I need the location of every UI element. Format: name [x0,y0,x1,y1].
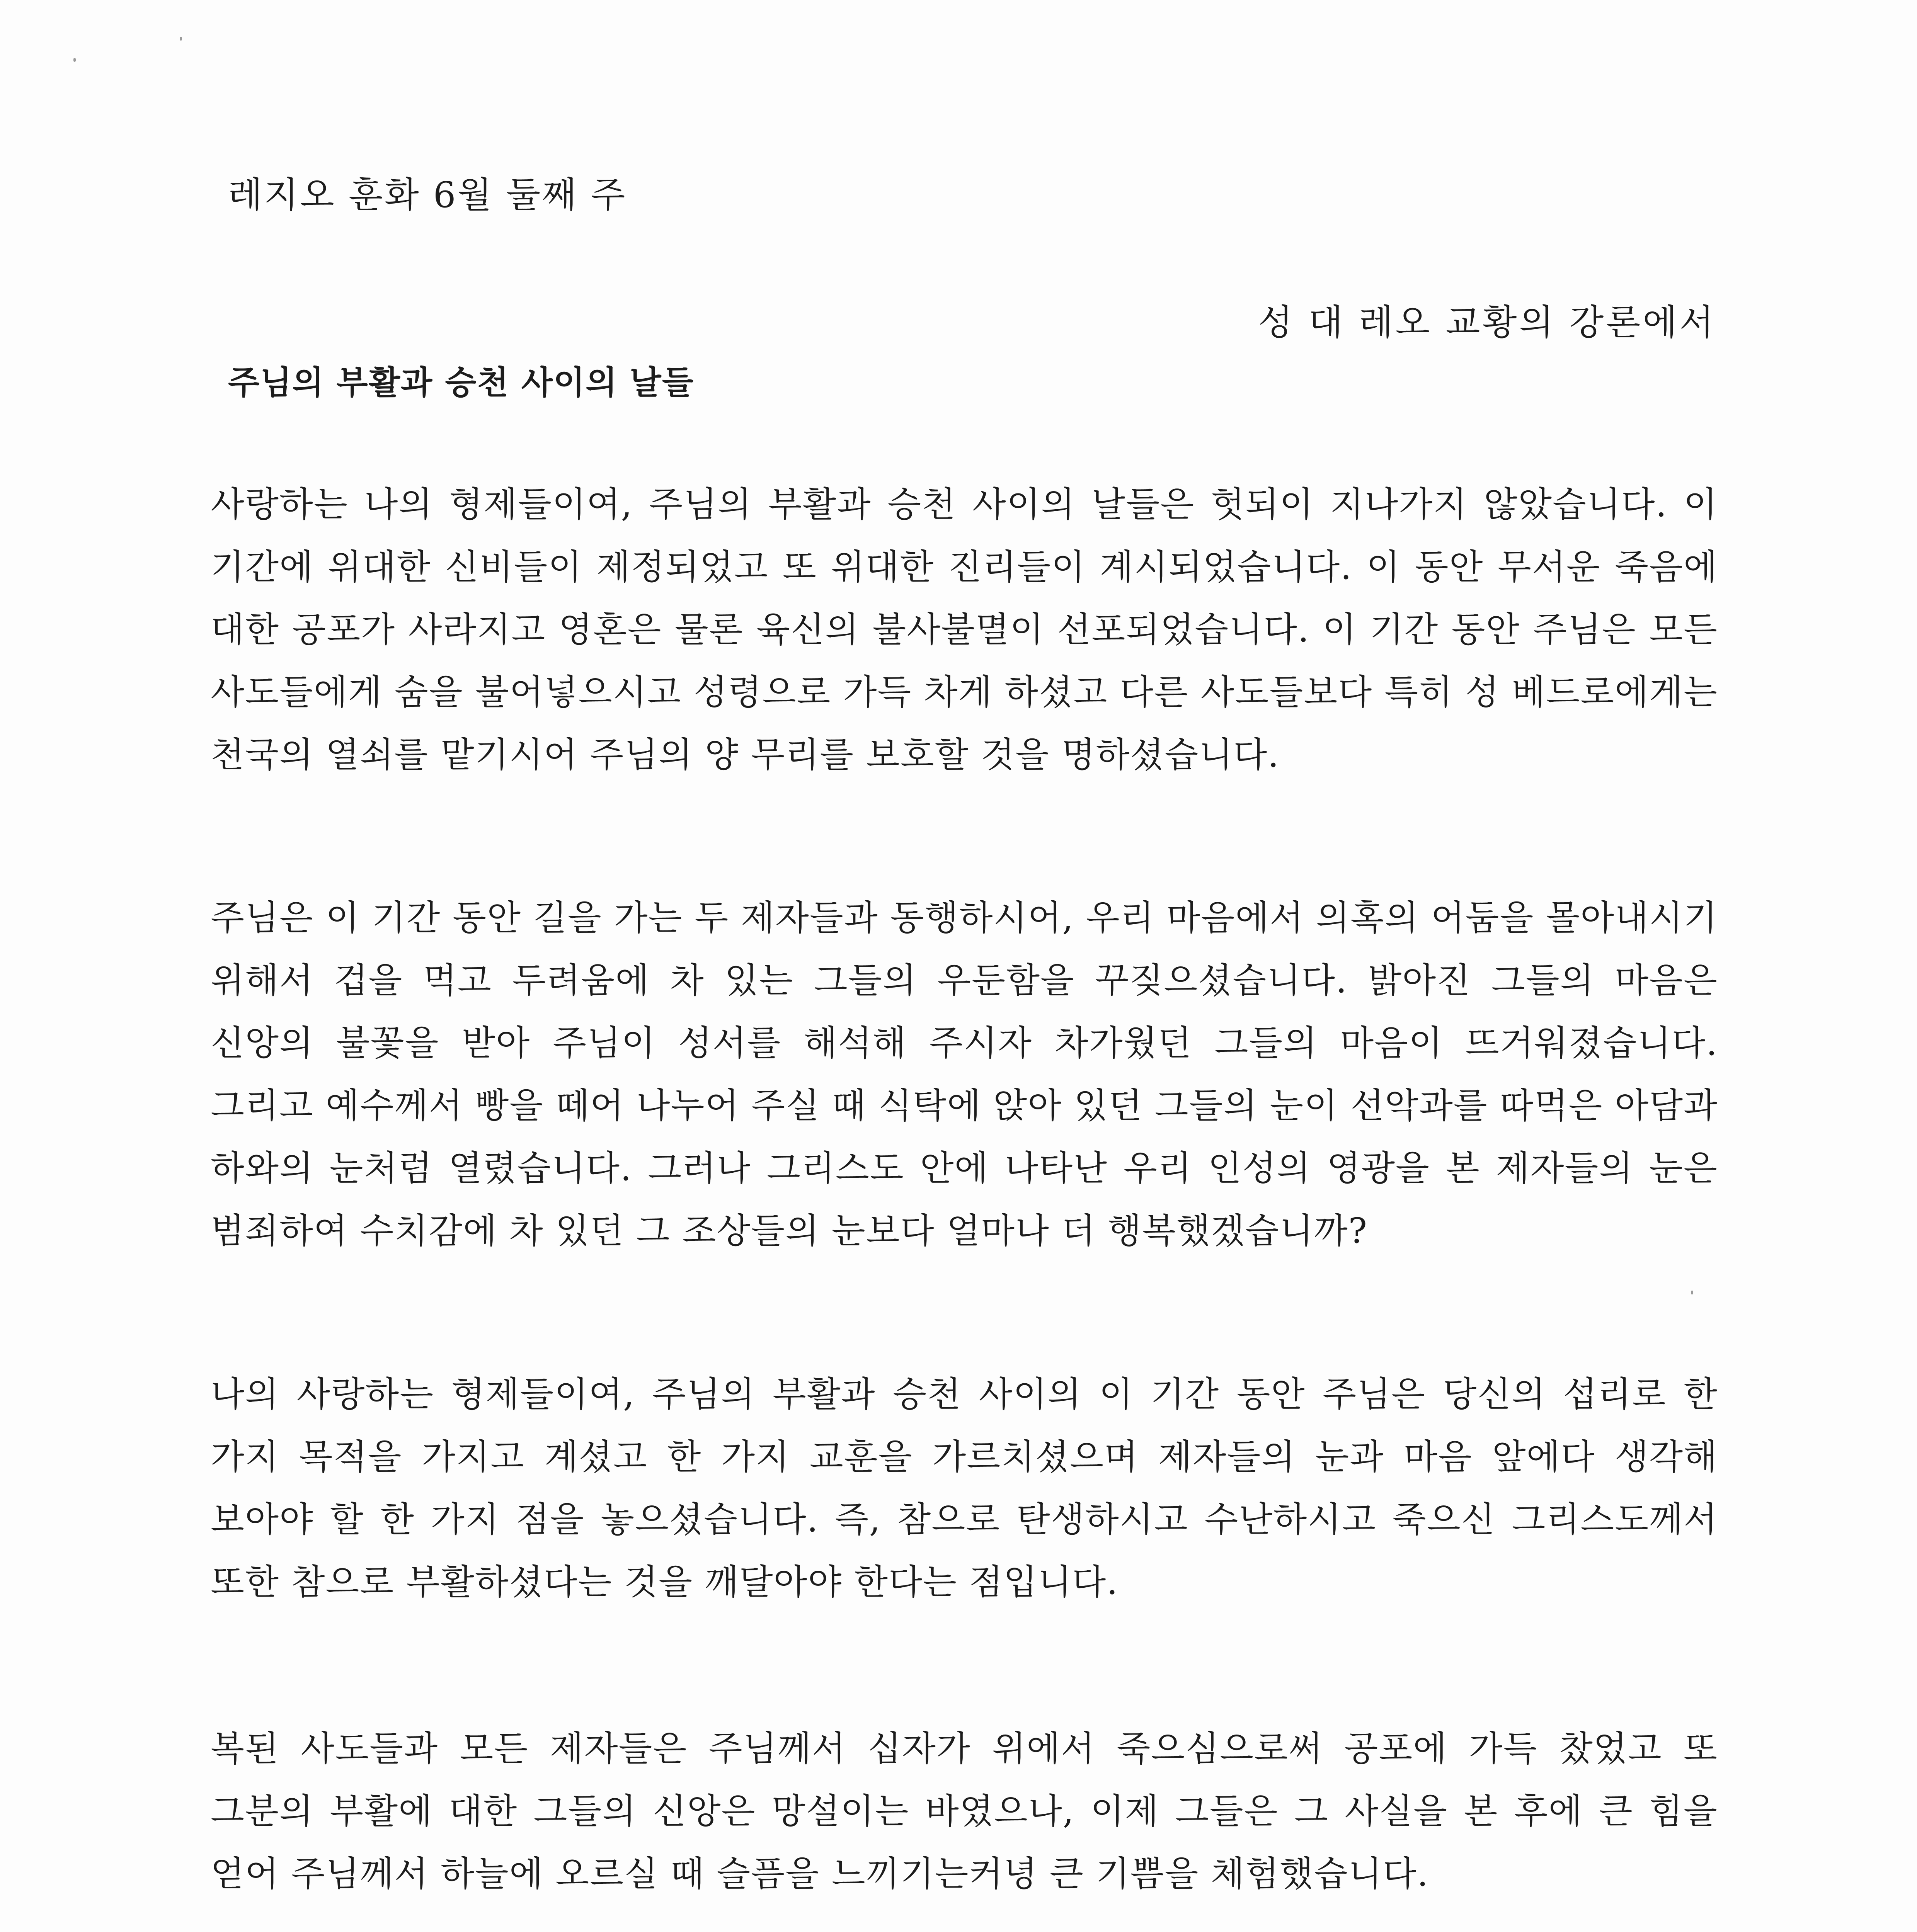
document-header: 레지오 훈화 6월 둘째 주 [228,174,627,216]
document-source: 성 대 레오 교황의 강론에서 [1258,302,1716,343]
document-title: 주님의 부활과 승천 사이의 날들 [228,364,694,401]
paragraph-1: 사랑하는 나의 형제들이여, 주님의 부활과 승천 사이의 날들은 헛되이 지나가지 않았습니다. 이 기간에 위대한 신비들이 제정되었고 또 위대한 진리들이 계시되었습니다. 이 동안 무서운 죽음에 대한 공포가 사라지고 영혼은 물론 육신의 불사불멸이 선포되었습니다. 이 기간 동안 주님은 모든 사도들에게 숨을 불어넣으시고 성령으로 가득 차게 하셨고 다른 사도들보다 특히 성 베드로에게는 천국의 열쇠를 맡기시어 주님의 양 무리를 보호할 것을 명하셨습니다. [211,484,1718,775]
scan-speck [73,58,76,62]
paragraph-3: 나의 사랑하는 형제들이여, 주님의 부활과 승천 사이의 이 기간 동안 주님은 당신의 섭리로 한 가지 목적을 가지고 계셨고 한 가지 교훈을 가르치셨으며 제자들의 눈과 마음 앞에다 생각해 보아야 할 한 가지 점을 놓으셨습니다. 즉, 참으로 탄생하시고 수난하시고 죽으신 그리스도께서 또한 참으로 부활하셨다는 것을 깨달아야 한다는 점입니다. [211,1374,1718,1602]
paragraph-4: 복된 사도들과 모든 제자들은 주님께서 십자가 위에서 죽으심으로써 공포에 가득 찼었고 또 그분의 부활에 대한 그들의 신앙은 망설이는 바였으나, 이제 그들은 그 사실을 본 후에 큰 힘을 얻어 주님께서 하늘에 오르실 때 슬픔을 느끼기는커녕 큰 기쁨을 체험했습니다. [211,1728,1718,1894]
scan-speck [1691,1291,1693,1294]
scan-speck [180,37,182,41]
paragraph-2: 주님은 이 기간 동안 길을 가는 두 제자들과 동행하시어, 우리 마음에서 의혹의 어둠을 몰아내시기 위해서 겁을 먹고 두려움에 차 있는 그들의 우둔함을 꾸짖으셨습니다. 밝아진 그들의 마음은 신앙의 불꽃을 받아 주님이 성서를 해석해 주시자 차가웠던 그들의 마음이 뜨거워졌습니다. 그리고 예수께서 빵을 떼어 나누어 주실 때 식탁에 앉아 있던 그들의 눈이 선악과를 따먹은 아담과 하와의 눈처럼 열렸습니다. 그러나 그리스도 안에 나타난 우리 인성의 영광을 본 제자들의 눈은 범죄하여 수치감에 차 있던 그 조상들의 눈보다 얼마나 더 행복했겠습니까? [211,898,1718,1251]
